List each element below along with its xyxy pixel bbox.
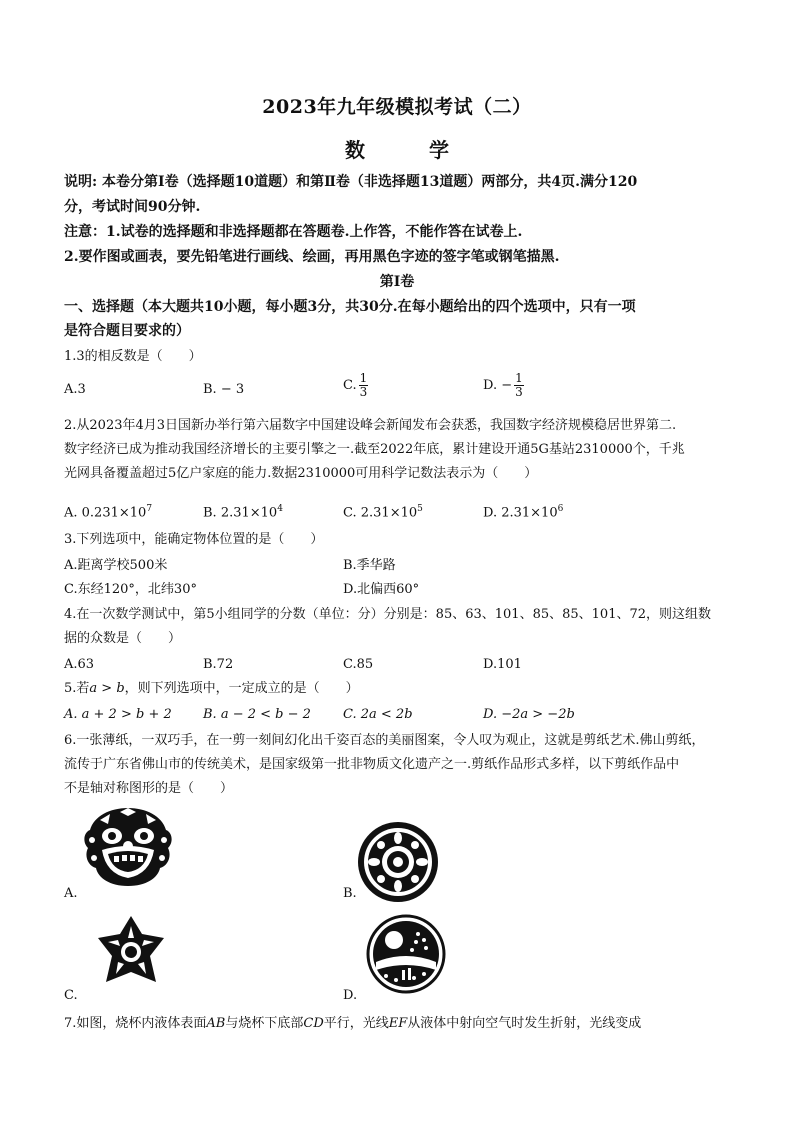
q1-option-c-numerator: 1: [359, 371, 368, 385]
q6-option-c-label: C.: [64, 988, 78, 1003]
q1-option-c-denominator: 3: [359, 385, 368, 399]
q3-option-a: A.距离学校500米: [64, 558, 168, 573]
exam-title: 2023年九年级模拟考试（二）: [262, 96, 532, 118]
q3-option-b: B.季华路: [343, 558, 396, 573]
intro-line-2: 分，考试时间90分钟.: [64, 199, 201, 215]
q1-option-d: [483, 372, 524, 399]
q7-segment-cd: CD: [303, 1016, 324, 1031]
q1-option-c-fraction: [359, 372, 369, 399]
q7-middle-2: 平行，光线: [323, 1016, 389, 1031]
q2-line-1: 2.从2023年4月3日国新办举行第六届数字中国建设峰会新闻发布会获悉，我国数字经济规模稳居世界第二.: [64, 418, 677, 433]
q6-option-a-label: A.: [64, 886, 78, 901]
q5-stem-prefix: 5.若: [64, 681, 90, 696]
q5-option-c: C. 2a < 2b: [343, 707, 413, 722]
q4-option-b: B.72: [203, 657, 234, 672]
q5-stem-suffix: ，则下列选项中，一定成立的是（ ）: [124, 681, 359, 696]
section-heading-1: 一、选择题（本大题共10小题，每小题3分，共30分.在每小题给出的四个选项中，只有一项: [64, 299, 636, 315]
q7-middle-1: 与烧杯下底部: [225, 1016, 304, 1031]
q4-option-d: D.101: [483, 657, 522, 672]
q2-option-d-exponent: 6: [557, 504, 564, 514]
intro-line-1: 说明: 本卷分第Ⅰ卷（选择题10道题）和第Ⅱ卷（非选择题13道题）两部分，共4页.满分120: [64, 174, 638, 190]
q7-segment-ab: AB: [206, 1016, 226, 1031]
note-line-1: 注意：1.试卷的选择题和非选择题都在答题卷.上作答，不能作答在试卷上.: [64, 224, 523, 240]
papercut-lion-head-image: [80, 806, 176, 888]
q2-option-a: [64, 499, 152, 523]
q1-option-c-prefix: C.: [343, 378, 357, 393]
q2-option-b-exponent: 4: [277, 504, 283, 514]
q4-line-2: 据的众数是（ ）: [64, 631, 182, 646]
q3-stem: 3.下列选项中，能确定物体位置的是（ ）: [64, 532, 324, 547]
q2-option-c-exponent: 5: [417, 504, 423, 514]
q2-option-b-base: B. 2.31×10: [203, 505, 278, 521]
q1-option-d-denominator: 3: [515, 385, 523, 399]
q2-option-b: [203, 499, 283, 523]
q5-option-b: B. a − 2 < b − 2: [203, 707, 311, 722]
q2-option-a-base: A. 0.231×10: [64, 505, 147, 521]
q1-option-a: A.3: [64, 382, 86, 397]
q7-suffix: 从液体中射向空气时发生折射，光线变成: [407, 1016, 642, 1031]
q4-line-1: 4.在一次数学测试中，第5小组同学的分数（单位：分）分别是：85、63、101、85、85、101、72，则这组数: [64, 607, 712, 622]
q6-option-b-label: B.: [343, 886, 357, 901]
papercut-flower-image: [94, 914, 168, 988]
q7-ray-ef: EF: [388, 1016, 408, 1031]
subject-title: 数 学: [345, 138, 471, 162]
q6-line-1: 6.一张薄纸，一双巧手，在一剪一刻间幻化出千姿百态的美丽图案，令人叹为观止，这就是剪纸艺术.佛山剪纸，: [64, 733, 705, 748]
q1-option-b: B. − 3: [203, 382, 245, 397]
q6-option-d-label: D.: [343, 988, 358, 1003]
q7-prefix: 7.如图，烧杯内液体表面: [64, 1016, 207, 1031]
q6-line-2: 流传于广东省佛山市的传统美术，是国家级第一批非物质文化遗产之一.剪纸作品形式多样，以下剪纸作品中: [64, 757, 680, 772]
q2-option-d-base: D. 2.31×10: [483, 505, 558, 521]
q3-option-c: C.东经120°，北纬30°: [64, 582, 197, 597]
q7-line-1: [64, 1012, 734, 1036]
q2-option-a-exponent: 7: [146, 504, 153, 514]
q6-line-3: 不是轴对称图形的是（ ）: [64, 781, 234, 796]
q2-option-c-base: C. 2.31×10: [343, 505, 418, 521]
q1-option-c: [343, 372, 368, 399]
q1-option-d-numerator: 1: [515, 371, 523, 385]
papercut-round-medallion-image: [356, 820, 440, 904]
q2-option-d: [483, 499, 563, 523]
q5-option-a: A. a + 2 > b + 2: [64, 707, 172, 722]
q4-option-c: C.85: [343, 657, 374, 672]
papercut-scene-circle-image: [366, 914, 446, 994]
q5-option-d: D. −2a > −2b: [483, 707, 575, 722]
volume-heading: 第Ⅰ卷: [379, 274, 415, 290]
q5-stem: [64, 677, 734, 701]
q1-option-d-prefix: D. −: [483, 378, 513, 393]
q2-line-2: 数字经济已成为推动我国经济增长的主要引擎之一.截至2022年底，累计建设开通5G基站2310000个，千兆: [64, 442, 685, 457]
section-heading-2: 是符合题目要求的）: [64, 323, 190, 339]
q1-option-d-fraction: [514, 372, 524, 399]
q3-option-d: D.北偏西60°: [343, 582, 420, 597]
q2-option-c: [343, 499, 423, 523]
q1-stem: 1.3的相反数是（ ）: [64, 349, 202, 364]
q2-line-3: 光网具备覆盖超过5亿户家庭的能力.数据2310000可用科学记数法表示为（ ）: [64, 466, 538, 481]
q4-option-a: A.63: [64, 657, 95, 672]
q5-stem-expression: a > b: [89, 681, 125, 696]
note-line-2: 2.要作图或画表，要先铅笔进行画线、绘画，再用黑色字迹的签字笔或钢笔描黑.: [64, 249, 560, 265]
